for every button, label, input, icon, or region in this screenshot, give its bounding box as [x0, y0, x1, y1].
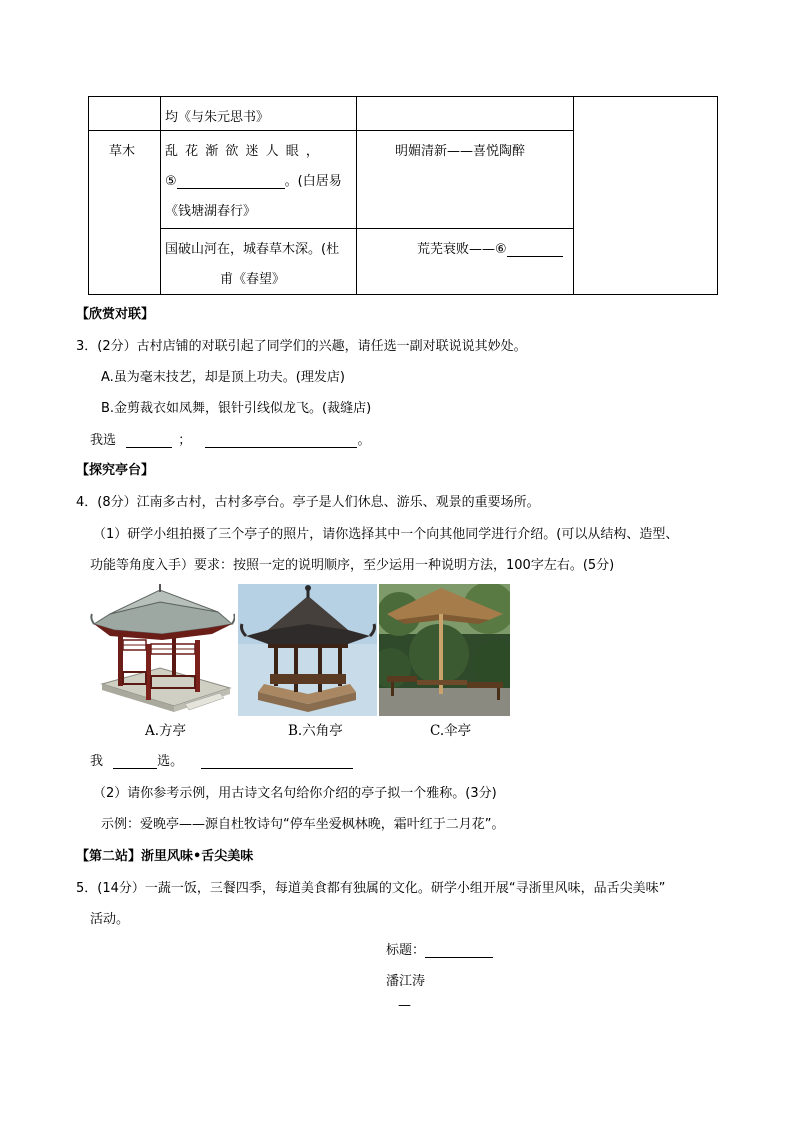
table-cell-poem [161, 97, 357, 131]
separator: ； [178, 433, 192, 448]
poem-text: 乱 花 渐 欲 迷 人 眼 ， [165, 144, 321, 159]
poem-source: 甫《春望》 [220, 272, 286, 287]
author-name: 潘江涛 [386, 974, 426, 989]
hexagonal-pavilion-image [238, 584, 377, 716]
table-cell-category [89, 131, 161, 295]
section-heading: 【欣赏对联】 [76, 307, 155, 322]
poem-text: 均《与朱元思书》 [165, 110, 270, 125]
umbrella-pavilion-image [379, 584, 510, 716]
intro-blank[interactable] [201, 756, 353, 769]
image-caption: C.伞亭 [430, 723, 472, 739]
question-4-stem: 4．(8分）江南多古村，古村多亭台。亭子是人们休息、游乐、观景的重要场所。 [76, 495, 540, 510]
question-3-stem: 3．(2分）古村店铺的对联引起了同学们的兴趣，请任选一副对联说说其妙处。 [76, 339, 527, 354]
feeling-text: 明媚清新——喜悦陶醉 [395, 144, 526, 159]
table-cell-empty [574, 97, 718, 295]
poem-blank-line [165, 170, 342, 189]
answer-prefix: 我选 [90, 433, 117, 448]
question-4-part1-line1: （1）研学小组拍摄了三个亭子的照片，请你选择其中一个向其他同学进行介绍。(可以从结构、造型、 [93, 527, 679, 542]
answer-line [90, 429, 370, 448]
table-cell-empty [357, 97, 574, 131]
table-cell-poem [161, 131, 357, 229]
title-label: 标题： [386, 943, 426, 958]
poem-text: 国破山河在，城春草木深。(杜 [165, 242, 340, 257]
question-5-stem-line1: 5．(14分）一蔬一饭，三餐四季，每道美食都有独属的文化。研学小组开展“寻浙里风味，品舌尖美味” [76, 881, 666, 896]
example-text: 示例：爱晚亭——源自杜牧诗句“停车坐爱枫林晚，霜叶红于二月花”。 [101, 817, 505, 832]
answer-mid: 选。 [157, 754, 184, 769]
question-4-part2: （2）请你参考示例，用古诗文名句给你介绍的亭子拟一个雅称。(3分) [93, 786, 497, 801]
question-5-stem-line2: 活动。 [90, 912, 130, 927]
poem-table [88, 96, 718, 295]
feeling-text: 荒芜衰败——⑥ [417, 242, 507, 257]
answer-blank-5[interactable] [177, 176, 285, 189]
table-cell-poem [161, 229, 357, 295]
table-cell-empty [89, 97, 161, 131]
blank-number: ⑤ [165, 174, 177, 189]
option-b: B.金剪裁衣如凤舞，银针引线似龙飞。(裁缝店) [101, 401, 372, 416]
section-heading: 【第二站】浙里风味•舌尖美味 [76, 849, 254, 864]
square-pavilion-image [90, 584, 235, 716]
period: 。 [357, 433, 371, 448]
table-cell-feeling [357, 229, 574, 295]
image-caption: B.六角亭 [288, 723, 343, 739]
choice-blank[interactable] [113, 756, 157, 769]
poem-source: 。(白居易 [284, 174, 342, 189]
table-cell-feeling [357, 131, 574, 229]
title-line [386, 939, 493, 958]
reason-blank[interactable] [205, 435, 357, 448]
category-label: 草木 [109, 144, 136, 159]
section-heading: 【探究亭台】 [76, 463, 155, 478]
feeling-blank-line [417, 238, 563, 257]
title-blank[interactable] [425, 945, 493, 958]
image-caption: A.方亭 [145, 723, 187, 739]
choice-blank[interactable] [126, 435, 172, 448]
question-4-part1-line2: 功能等角度入手）要求：按照一定的说明顺序，至少运用一种说明方法，100字左右。(5分) [90, 558, 615, 573]
answer-prefix: 我 [90, 754, 104, 769]
answer-blank-6[interactable] [507, 244, 563, 257]
dash-mark: — [398, 998, 411, 1013]
answer-line [90, 750, 353, 769]
option-a: A.虽为毫末技艺，却是顶上功夫。(理发店) [101, 370, 345, 385]
poem-source: 《钱塘湖春行》 [165, 204, 257, 219]
